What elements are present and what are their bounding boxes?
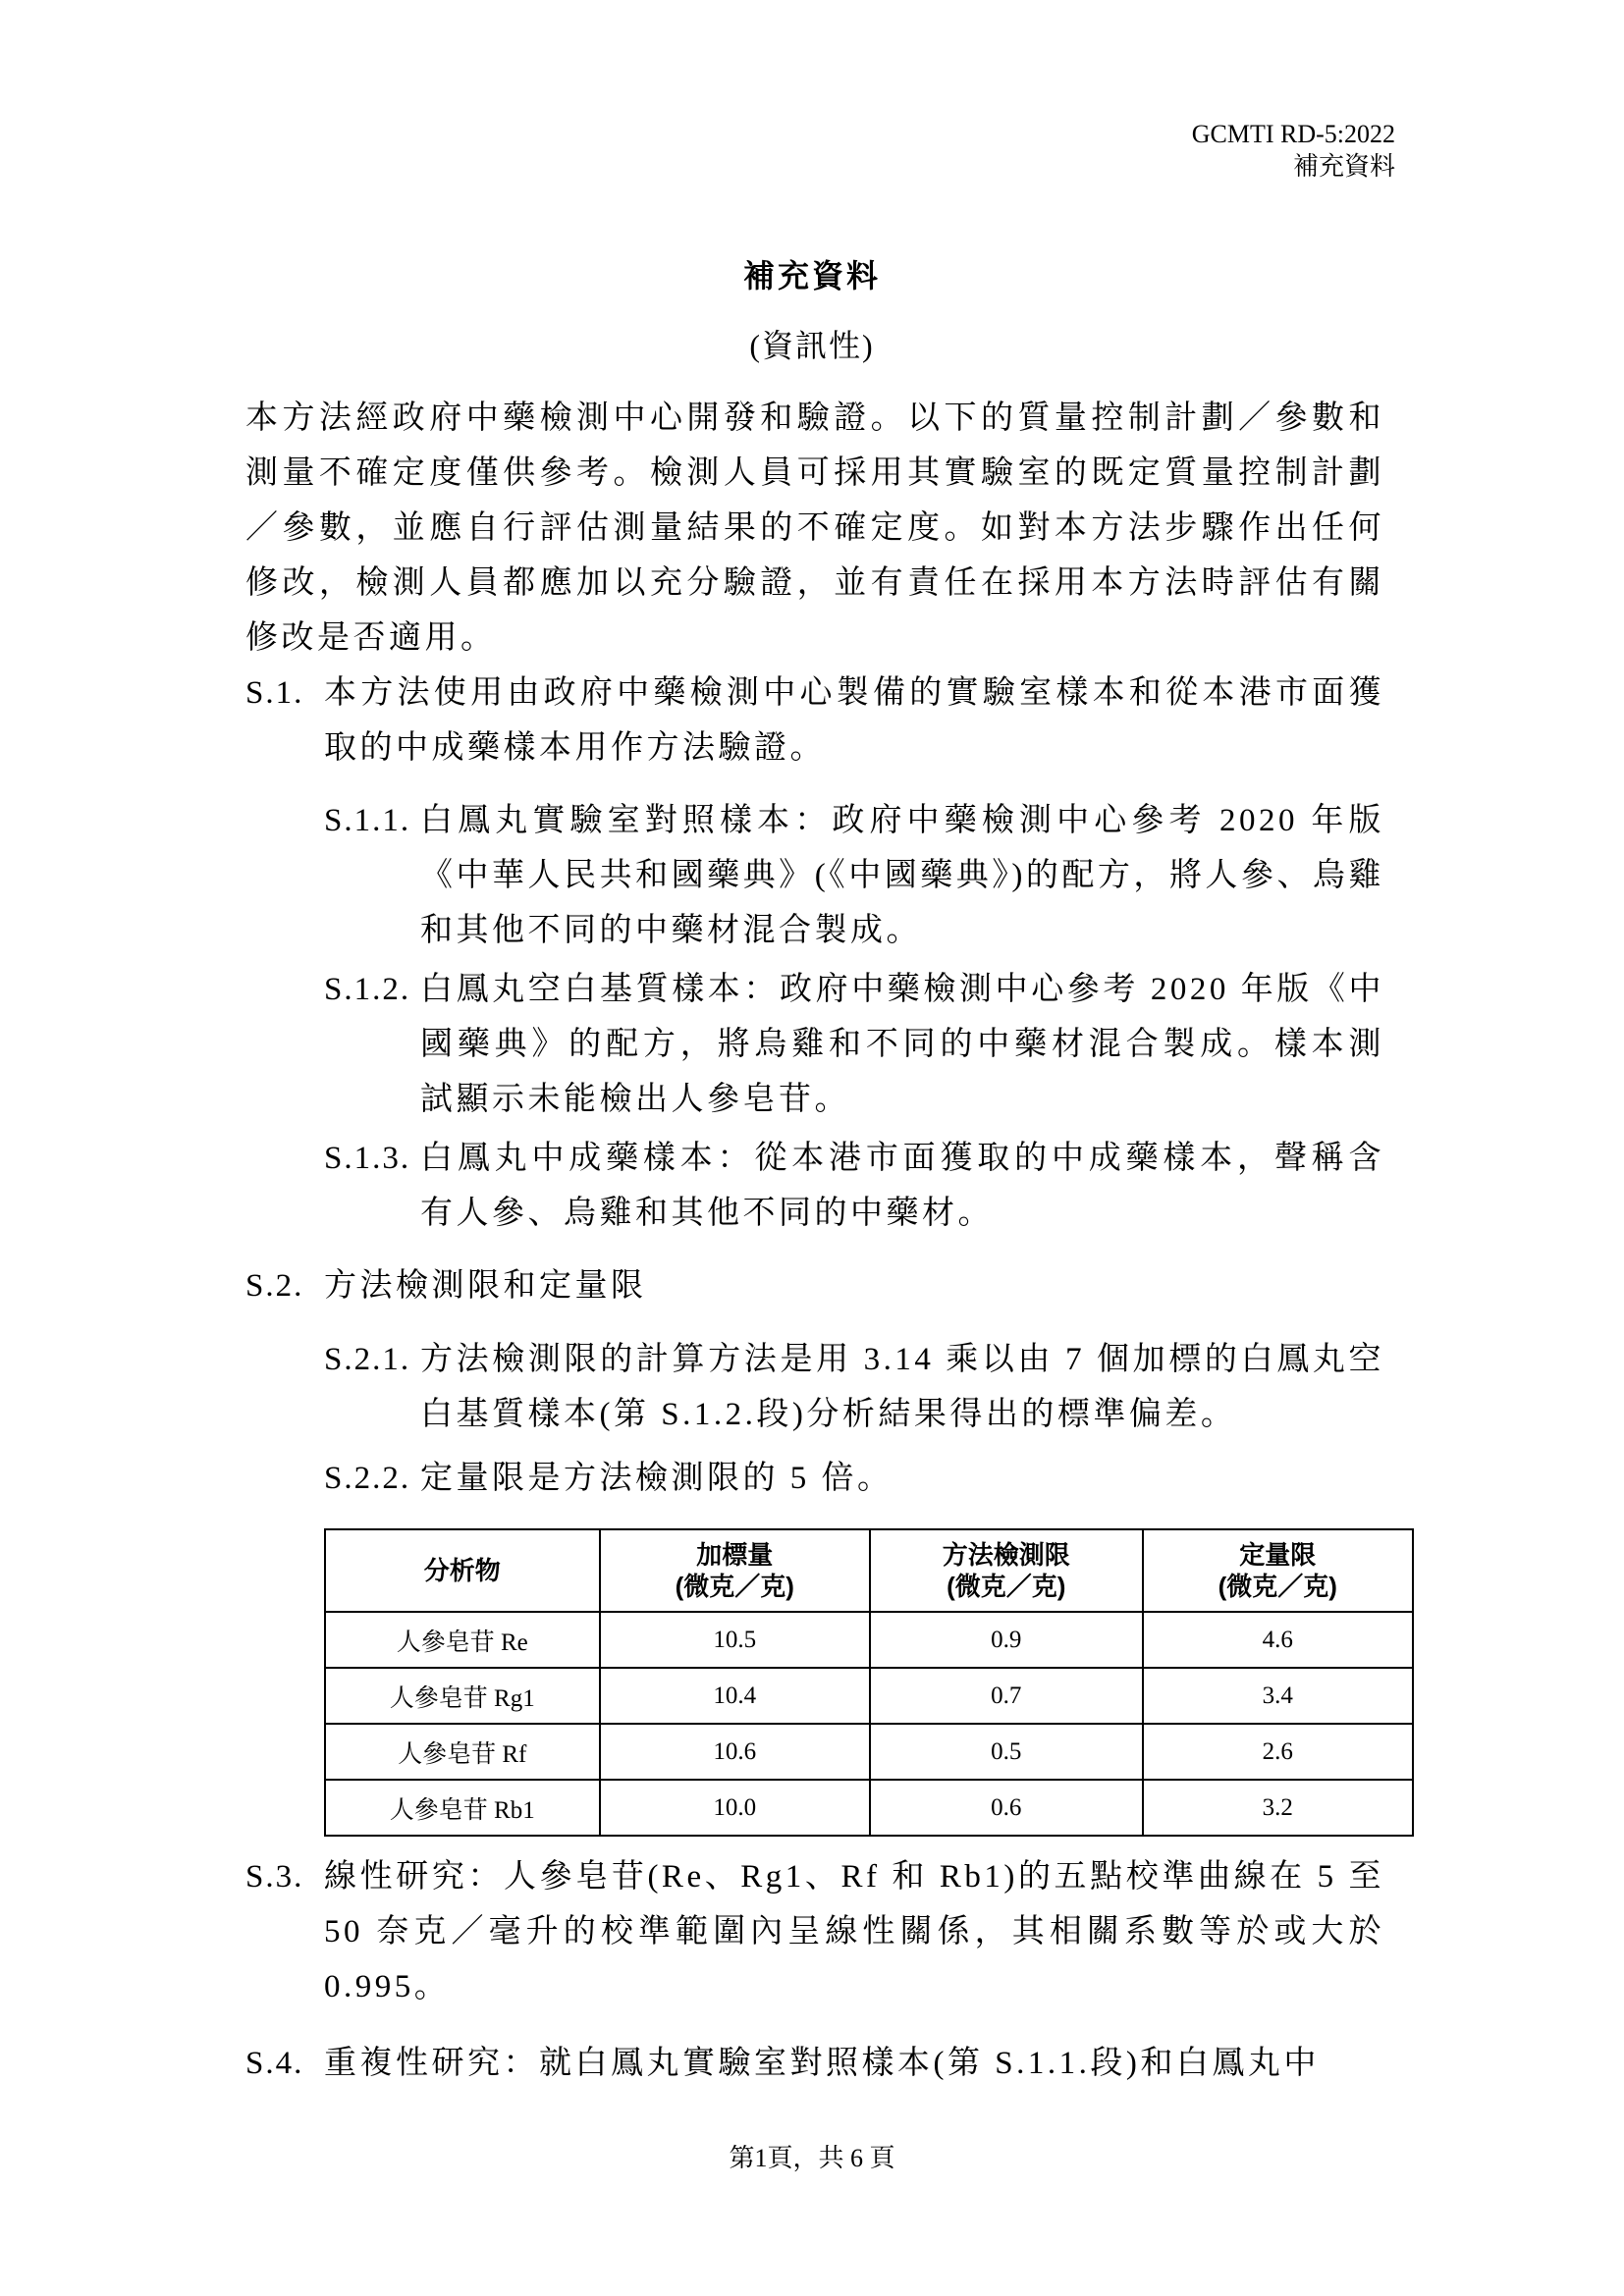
analyte-cell: 人參皂苷 Rg1 xyxy=(325,1668,600,1724)
table-header-row xyxy=(325,1529,1413,1612)
table-row xyxy=(325,1724,1413,1780)
section-number: S.2. xyxy=(245,1268,304,1304)
section-number: S.1.1. xyxy=(324,803,411,838)
section-number: S.2.2. xyxy=(324,1461,411,1496)
section-text: 白鳳丸空白基質樣本：政府中藥檢測中心參考 2020 年版《中國藥典》的配方，將烏雞和不同的中藥材混合製成。樣本測試顯示未能檢出人參皂苷。 xyxy=(420,972,1384,1117)
analyte-cell: 人參皂苷 Rf xyxy=(325,1724,600,1780)
section-text: 方法檢測限的計算方法是用 3.14 乘以由 7 個加標的白鳳丸空白基質樣本(第 S.1.2.段)分析結果得出的標準偏差。 xyxy=(420,1342,1384,1432)
table-header-cell: 方法檢測限 (微克／克) xyxy=(870,1529,1142,1612)
section-text: 定量限是方法檢測限的 5 倍。 xyxy=(420,1461,893,1496)
table-row xyxy=(325,1612,1413,1668)
section-number: S.2.1. xyxy=(324,1342,411,1377)
page-title: 補充資料 xyxy=(742,258,881,294)
spike-level-cell: 10.5 xyxy=(600,1612,871,1668)
section-text: 線性研究：人參皂苷(Re、Rg1、Rf 和 Rb1)的五點校準曲線在 5 至 50 奈克／毫升的校準範圍內呈線性關係，其相關系數等於或大於 0.995。 xyxy=(324,1859,1384,2004)
intro-paragraph: 本方法經政府中藥檢測中心開發和驗證。以下的質量控制計劃／參數和測量不確定度僅供參考。檢測人員可採用其實驗室的既定質量控制計劃／參數，並應自行評估測量結果的不確定度。如對本方法步驟作出任何修改，檢測人員都應加以充分驗證，並有責任在採用本方法時評估有關修改是否適用。 xyxy=(245,400,1384,656)
section-text: 方法檢測限和定量限 xyxy=(324,1268,647,1304)
page-subtitle: (資訊性) xyxy=(749,328,875,363)
section-text: 本方法使用由政府中藥檢測中心製備的實驗室樣本和從本港市面獲取的中成藥樣本用作方法驗證。 xyxy=(324,675,1384,766)
section-number: S.1.3. xyxy=(324,1141,411,1176)
table-row xyxy=(325,1780,1413,1836)
page-footer: 第1頁，共 6 頁 xyxy=(729,2144,895,2172)
header-subtitle: 補充資料 xyxy=(1292,152,1395,181)
document-code: GCMTI RD-5:2022 xyxy=(1191,120,1395,148)
table-header-cell: 加標量 (微克／克) xyxy=(600,1529,871,1612)
spike-level-cell: 10.6 xyxy=(600,1724,871,1780)
loq-cell: 3.2 xyxy=(1143,1780,1414,1836)
section-text: 白鳳丸實驗室對照樣本：政府中藥檢測中心參考 2020 年版《中華人民共和國藥典》(《中國藥典》)的配方，將人參、烏雞和其他不同的中藥材混合製成。 xyxy=(420,803,1384,948)
spike-level-cell: 10.4 xyxy=(600,1668,871,1724)
mdl-cell: 0.6 xyxy=(870,1780,1142,1836)
table-row xyxy=(325,1668,1413,1724)
mdl-cell: 0.5 xyxy=(870,1724,1142,1780)
section-text: 重複性研究：就白鳳丸實驗室對照樣本(第 S.1.1.段)和白鳳丸中 xyxy=(324,2046,1320,2081)
detection-limit-table xyxy=(324,1528,1414,1837)
document-header xyxy=(1192,118,1395,183)
section-number: S.1. xyxy=(245,675,304,711)
table-header-cell: 分析物 xyxy=(325,1529,600,1612)
section-number: S.1.2. xyxy=(324,972,411,1007)
mdl-cell: 0.9 xyxy=(870,1612,1142,1668)
loq-cell: 3.4 xyxy=(1143,1668,1414,1724)
spike-level-cell: 10.0 xyxy=(600,1780,871,1836)
mdl-cell: 0.7 xyxy=(870,1668,1142,1724)
section-number: S.3. xyxy=(245,1859,304,1895)
section-text: 白鳳丸中成藥樣本：從本港市面獲取的中成藥樣本，聲稱含有人參、烏雞和其他不同的中藥材。 xyxy=(420,1141,1384,1231)
section-number: S.4. xyxy=(245,2046,304,2081)
analyte-cell: 人參皂苷 Re xyxy=(325,1612,600,1668)
table-header-cell: 定量限 (微克／克) xyxy=(1143,1529,1414,1612)
loq-cell: 4.6 xyxy=(1143,1612,1414,1668)
loq-cell: 2.6 xyxy=(1143,1724,1414,1780)
analyte-cell: 人參皂苷 Rb1 xyxy=(325,1780,600,1836)
